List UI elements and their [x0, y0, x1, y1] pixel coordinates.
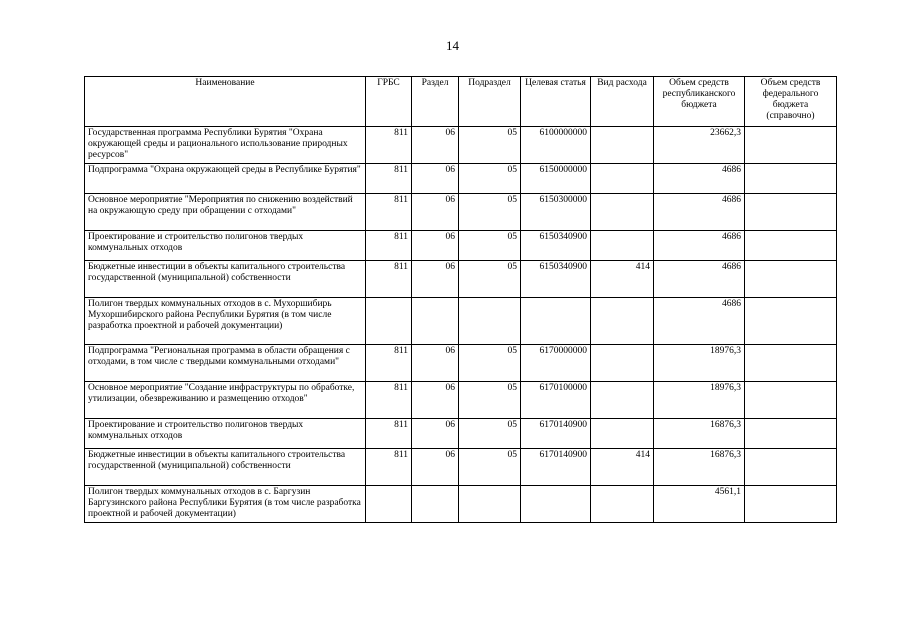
table-row	[85, 449, 837, 486]
cell-fed	[745, 261, 837, 298]
cell-podrazdel: 05	[459, 449, 521, 486]
cell-podrazdel: 05	[459, 194, 521, 231]
col-header-podrazdel: Подраздел	[459, 77, 521, 127]
cell-resp: 16876,3	[654, 419, 745, 449]
cell-grbs: 811	[366, 231, 412, 261]
table-row	[85, 345, 837, 382]
cell-statya: 6150000000	[521, 164, 591, 194]
cell-podrazdel: 05	[459, 127, 521, 164]
cell-vid	[591, 298, 654, 345]
cell-statya: 6150300000	[521, 194, 591, 231]
cell-statya: 6100000000	[521, 127, 591, 164]
col-header-name: Наименование	[85, 77, 366, 127]
cell-grbs: 811	[366, 164, 412, 194]
col-header-vid: Вид расхода	[591, 77, 654, 127]
table-row	[85, 127, 837, 164]
cell-razdel: 06	[412, 261, 459, 298]
cell-vid	[591, 231, 654, 261]
cell-resp: 4686	[654, 164, 745, 194]
cell-resp: 4686	[654, 194, 745, 231]
table-row	[85, 382, 837, 419]
cell-vid: 414	[591, 449, 654, 486]
cell-resp: 18976,3	[654, 382, 745, 419]
cell-vid	[591, 382, 654, 419]
cell-fed	[745, 382, 837, 419]
col-header-razdel: Раздел	[412, 77, 459, 127]
cell-statya: 6170100000	[521, 382, 591, 419]
cell-podrazdel	[459, 298, 521, 345]
cell-podrazdel: 05	[459, 164, 521, 194]
cell-fed	[745, 127, 837, 164]
cell-razdel: 06	[412, 419, 459, 449]
cell-fed	[745, 194, 837, 231]
budget-table	[84, 76, 837, 523]
cell-resp: 4686	[654, 261, 745, 298]
cell-statya	[521, 486, 591, 523]
cell-resp: 16876,3	[654, 449, 745, 486]
cell-grbs: 811	[366, 127, 412, 164]
cell-fed	[745, 419, 837, 449]
cell-grbs: 811	[366, 345, 412, 382]
cell-podrazdel: 05	[459, 261, 521, 298]
cell-fed	[745, 449, 837, 486]
cell-name: Полигон твердых коммунальных отходов в с. Мухоршибирь Мухоршибирского района Республики Бурятия (в том числе разработка проектной и рабочей документации)	[85, 298, 366, 345]
cell-vid	[591, 194, 654, 231]
cell-vid	[591, 419, 654, 449]
cell-podrazdel: 05	[459, 345, 521, 382]
cell-podrazdel: 05	[459, 231, 521, 261]
cell-fed	[745, 486, 837, 523]
cell-fed	[745, 345, 837, 382]
cell-grbs: 811	[366, 449, 412, 486]
cell-podrazdel	[459, 486, 521, 523]
cell-name: Подпрограмма "Региональная программа в области обращения с отходами, в том числе с твердыми коммунальными отходами"	[85, 345, 366, 382]
col-header-grbs: ГРБС	[366, 77, 412, 127]
cell-grbs: 811	[366, 419, 412, 449]
cell-statya: 6170140900	[521, 449, 591, 486]
cell-grbs	[366, 298, 412, 345]
cell-razdel: 06	[412, 164, 459, 194]
cell-razdel: 06	[412, 194, 459, 231]
cell-name: Подпрограмма "Охрана окружающей среды в Республике Бурятия"	[85, 164, 366, 194]
cell-name: Полигон твердых коммунальных отходов в с. Баргузин Баргузинского района Республики Бурятия (в том числе разработка проектной и рабочей документации)	[85, 486, 366, 523]
cell-name: Бюджетные инвестиции в объекты капитального строительства государственной (муниципальной) собственности	[85, 449, 366, 486]
cell-name: Основное мероприятие "Мероприятия по снижению воздействий на окружающую среду при обращении с отходами"	[85, 194, 366, 231]
cell-resp: 4686	[654, 298, 745, 345]
cell-resp: 18976,3	[654, 345, 745, 382]
cell-vid	[591, 345, 654, 382]
col-header-fed: Объем средств федерального бюджета (справочно)	[745, 77, 837, 127]
cell-grbs: 811	[366, 382, 412, 419]
cell-name: Бюджетные инвестиции в объекты капитального строительства государственной (муниципальной) собственности	[85, 261, 366, 298]
col-header-statya: Целевая статья	[521, 77, 591, 127]
cell-razdel	[412, 298, 459, 345]
cell-grbs	[366, 486, 412, 523]
table-row	[85, 486, 837, 523]
cell-podrazdel: 05	[459, 382, 521, 419]
cell-statya	[521, 298, 591, 345]
cell-resp: 23662,3	[654, 127, 745, 164]
col-header-resp: Объем средств республиканского бюджета	[654, 77, 745, 127]
cell-razdel: 06	[412, 231, 459, 261]
cell-fed	[745, 164, 837, 194]
page-number: 14	[446, 38, 459, 53]
cell-vid	[591, 164, 654, 194]
cell-vid: 414	[591, 261, 654, 298]
cell-statya: 6150340900	[521, 261, 591, 298]
cell-razdel	[412, 486, 459, 523]
table-row	[85, 194, 837, 231]
table-row	[85, 164, 837, 194]
table-row	[85, 419, 837, 449]
cell-resp: 4561,1	[654, 486, 745, 523]
cell-statya: 6170000000	[521, 345, 591, 382]
cell-statya: 6170140900	[521, 419, 591, 449]
table-header-row	[85, 77, 837, 127]
cell-name: Проектирование и строительство полигонов твердых коммунальных отходов	[85, 419, 366, 449]
table-row	[85, 298, 837, 345]
cell-vid	[591, 486, 654, 523]
cell-razdel: 06	[412, 345, 459, 382]
cell-razdel: 06	[412, 449, 459, 486]
cell-podrazdel: 05	[459, 419, 521, 449]
table-row	[85, 231, 837, 261]
cell-razdel: 06	[412, 127, 459, 164]
cell-grbs: 811	[366, 261, 412, 298]
table-row	[85, 261, 837, 298]
cell-vid	[591, 127, 654, 164]
cell-name: Государственная программа Республики Бурятия "Охрана окружающей среды и рационального использование природных ресурсов"	[85, 127, 366, 164]
cell-statya: 6150340900	[521, 231, 591, 261]
cell-name: Проектирование и строительство полигонов твердых коммунальных отходов	[85, 231, 366, 261]
cell-name: Основное мероприятие "Создание инфраструктуры по обработке, утилизации, обезвреживанию и размещению отходов"	[85, 382, 366, 419]
cell-razdel: 06	[412, 382, 459, 419]
cell-resp: 4686	[654, 231, 745, 261]
cell-fed	[745, 298, 837, 345]
cell-grbs: 811	[366, 194, 412, 231]
cell-fed	[745, 231, 837, 261]
